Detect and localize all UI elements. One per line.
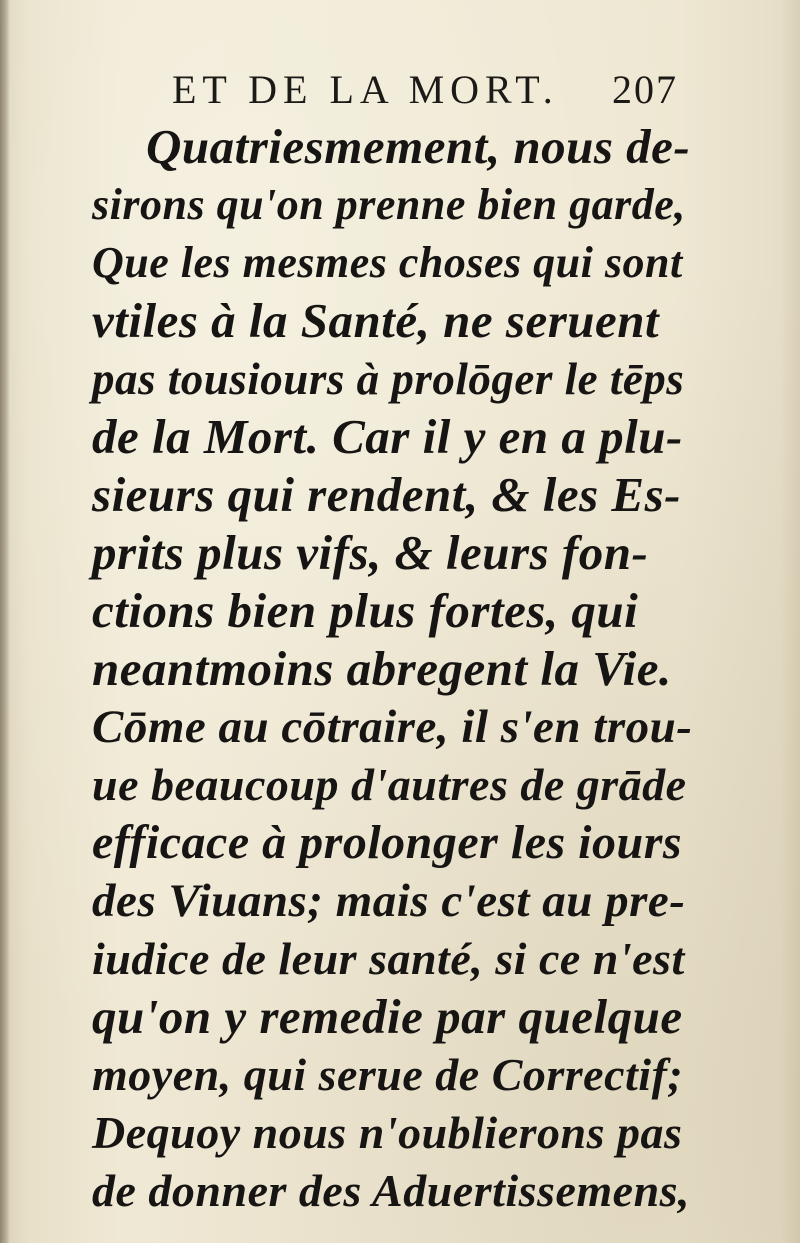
- text-line: Cōme au cōtraire, il s'en trou-: [92, 701, 693, 753]
- text-line: qu'on y remedie par quelque: [92, 989, 683, 1044]
- text-line: sieurs qui rendent, & les Es-: [92, 467, 681, 522]
- text-line: de donner des Aduertissemens,: [92, 1165, 691, 1216]
- text-line: Que les mesmes choses qui sont: [92, 238, 683, 287]
- text-line: iudice de leur santé, si ce n'est: [92, 933, 685, 984]
- text-line: efficace à prolonger les iours: [92, 816, 683, 869]
- running-head: [150, 62, 690, 112]
- text-line: ue beaucoup d'autres de grāde: [92, 759, 687, 810]
- text-line: vtiles à la Santé, ne seruent: [92, 293, 660, 348]
- text-line: Dequoy nous n'oublierons pas: [92, 1107, 683, 1158]
- text-line: prits plus vifs, & leurs fon-: [92, 525, 649, 580]
- text-line: neantmoins abregent la Vie.: [92, 641, 672, 696]
- text-line: des Viuans; mais c'est au pre-: [92, 875, 686, 927]
- text-line: sirons qu'on prenne bien garde,: [92, 180, 686, 229]
- running-head-title: ET DE LA MORT.: [172, 67, 559, 112]
- text-line: Quatriesmement, nous de-: [146, 119, 691, 174]
- body-text: [92, 118, 693, 1216]
- text-line: pas tousiours à prolōger le tēps: [92, 354, 685, 404]
- page-gutter-shadow: [0, 0, 10, 1243]
- text-line: moyen, qui serue de Correctif;: [92, 1049, 684, 1100]
- page-number: 207: [612, 67, 678, 112]
- text-line: ctions bien plus fortes, qui: [92, 583, 639, 638]
- text-line: de la Mort. Car il y en a plu-: [92, 409, 683, 464]
